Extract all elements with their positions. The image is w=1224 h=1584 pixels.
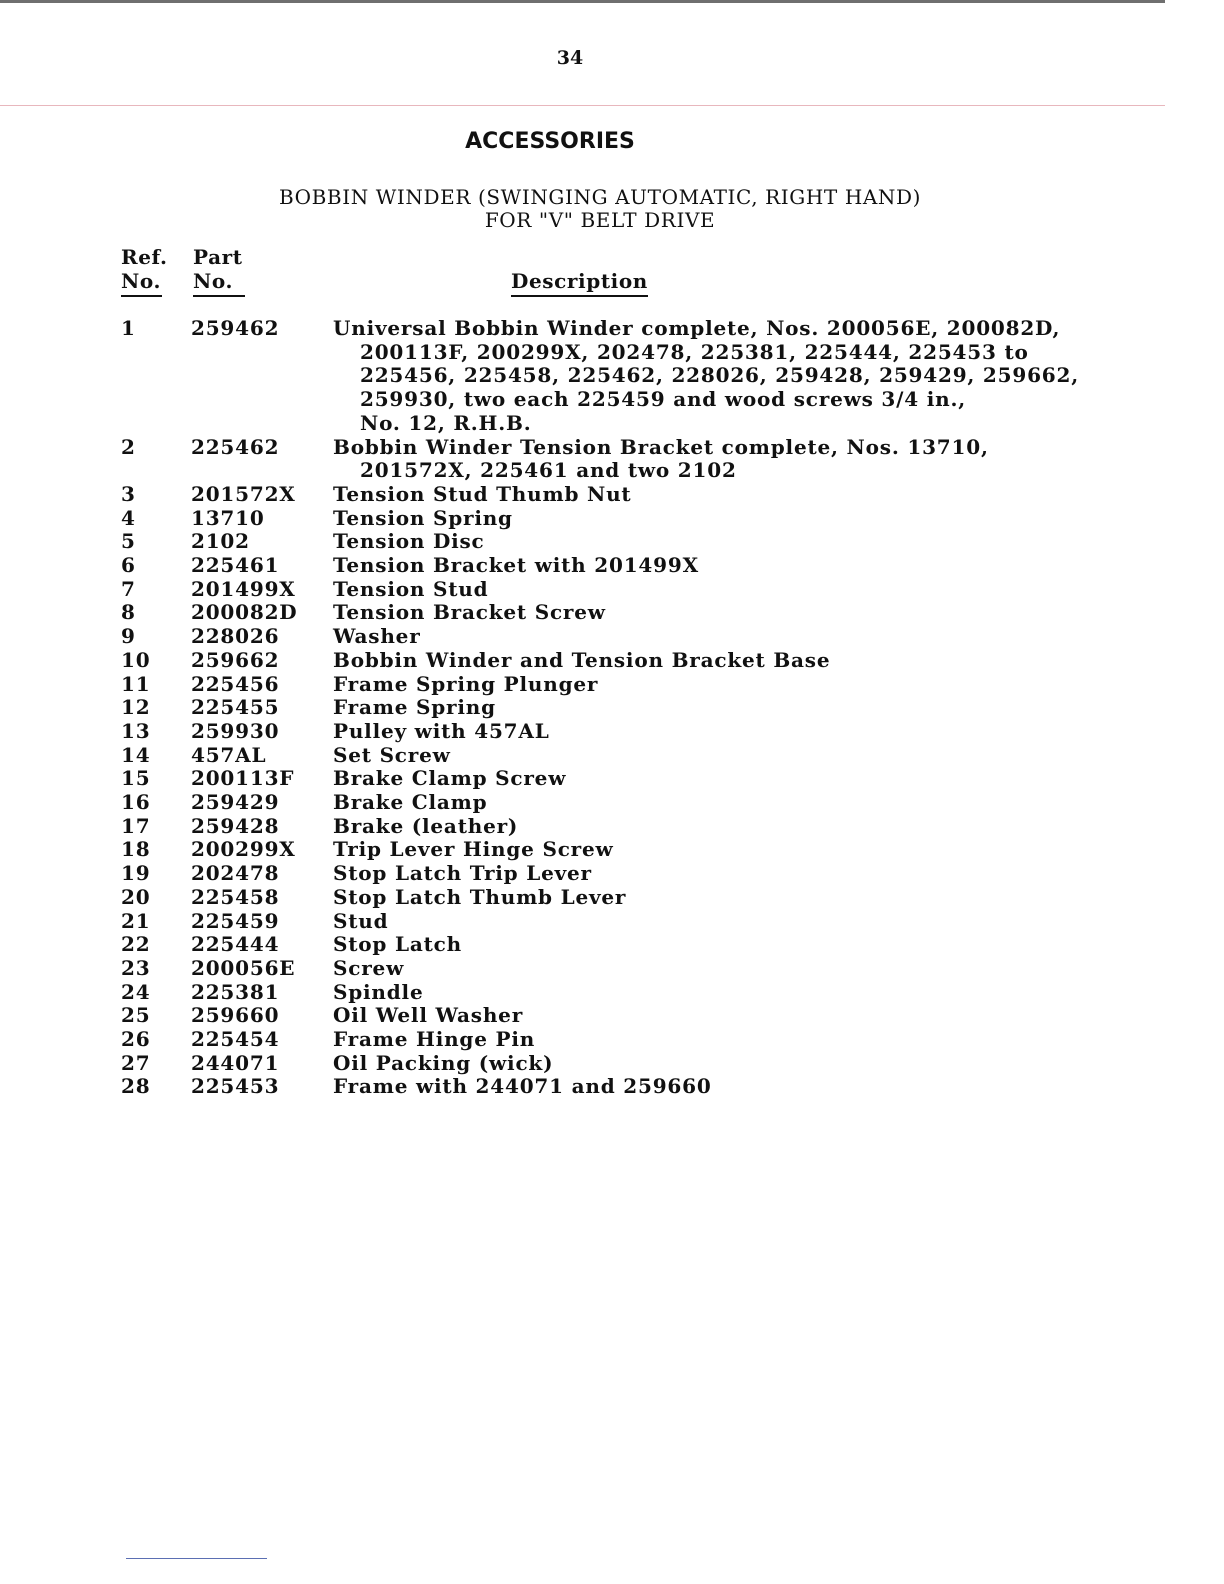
part-description: Frame Hinge Pin: [333, 1027, 536, 1051]
part-description: Tension Spring: [333, 505, 513, 530]
ref-number: 13: [121, 718, 151, 743]
part-description: Tension Bracket Screw: [333, 600, 606, 625]
part-description: Stud: [333, 908, 389, 933]
subtitle-line-2: FOR "V" BELT DRIVE: [484, 208, 716, 232]
part-description: Tension Disc: [333, 529, 485, 554]
part-number: 225459: [191, 908, 280, 933]
part-description-continued: 225456, 225458, 225462, 228026, 259428, 259429, 259662,: [360, 363, 1079, 388]
ref-number: 26: [121, 1027, 151, 1051]
ref-number: 2: [121, 434, 136, 459]
part-number: 457AL: [191, 742, 267, 767]
column-header-part-line-2: No.: [193, 269, 234, 293]
part-description: Washer: [333, 624, 421, 649]
part-description: Frame Spring: [333, 695, 496, 720]
header-divider: [0, 105, 1165, 106]
part-description: Oil Well Washer: [333, 1003, 524, 1028]
ref-number: 20: [121, 884, 151, 909]
section-title: ACCESSORIES: [465, 129, 635, 154]
part-number: 225458: [191, 884, 280, 909]
part-number: 200056E: [191, 955, 296, 980]
part-number: 225462: [191, 434, 280, 459]
part-number: 2102: [191, 529, 250, 554]
top-rule: [0, 0, 1165, 3]
part-description: Tension Stud: [333, 576, 489, 601]
part-number: 228026: [191, 624, 280, 649]
column-header-description: Description: [511, 269, 648, 293]
part-number: 259930: [191, 718, 280, 743]
description-header-underline: [511, 295, 648, 297]
part-description: Universal Bobbin Winder complete, Nos. 200056E, 200082D,: [333, 316, 1061, 340]
ref-number: 10: [121, 647, 151, 672]
part-description: Frame Spring Plunger: [333, 671, 599, 696]
part-number: 13710: [191, 505, 265, 530]
part-description: Frame with 244071 and 259660: [333, 1074, 712, 1099]
part-description-continued: No. 12, R.H.B.: [360, 410, 532, 435]
ref-number: 11: [121, 671, 151, 696]
ref-number: 16: [121, 790, 151, 814]
part-number: 202478: [191, 861, 280, 886]
ref-header-underline: [121, 295, 162, 297]
ref-number: 1: [121, 316, 136, 340]
part-description: Spindle: [333, 979, 424, 1004]
part-description: Tension Bracket with 201499X: [333, 553, 699, 577]
part-description: Brake (leather): [333, 813, 519, 838]
ref-number: 24: [121, 979, 151, 1004]
part-number: 200082D: [191, 600, 298, 625]
part-number: 225453: [191, 1074, 280, 1099]
ref-number: 23: [121, 955, 151, 980]
ref-number: 3: [121, 481, 136, 506]
part-description: Set Screw: [333, 742, 451, 767]
part-number: 259462: [191, 316, 280, 340]
part-number: 225456: [191, 671, 280, 696]
ref-number: 4: [121, 505, 136, 530]
ref-number: 7: [121, 576, 136, 601]
ref-number: 19: [121, 861, 151, 886]
part-description: Tension Stud Thumb Nut: [333, 481, 632, 506]
part-description: Stop Latch Trip Lever: [333, 861, 592, 886]
ref-number: 12: [121, 695, 151, 720]
part-number: 200113F: [191, 766, 295, 791]
part-description: Oil Packing (wick): [333, 1050, 554, 1075]
part-description-continued: 201572X, 225461 and two 2102: [360, 458, 737, 483]
ref-number: 25: [121, 1003, 151, 1028]
column-header-part-line-1: Part: [193, 245, 243, 269]
ref-number: 17: [121, 813, 151, 838]
ref-number: 5: [121, 529, 136, 554]
ref-number: 22: [121, 932, 151, 957]
part-description: Screw: [333, 955, 405, 980]
column-header-ref-line-1: Ref.: [121, 245, 168, 269]
part-description: Bobbin Winder Tension Bracket complete, Nos. 13710,: [333, 434, 989, 459]
part-description: Stop Latch: [333, 932, 462, 957]
part-description: Brake Clamp: [333, 790, 488, 814]
ref-number: 6: [121, 553, 136, 577]
ref-number: 9: [121, 624, 136, 649]
part-number: 200299X: [191, 837, 296, 862]
ref-number: 14: [121, 742, 151, 767]
ref-number: 15: [121, 766, 151, 791]
part-description: Trip Lever Hinge Screw: [333, 837, 614, 862]
part-number: 201572X: [191, 481, 296, 506]
part-number: 225454: [191, 1027, 280, 1051]
ref-number: 21: [121, 908, 151, 933]
part-description: Pulley with 457AL: [333, 718, 550, 743]
part-description: Bobbin Winder and Tension Bracket Base: [333, 647, 831, 672]
part-number: 244071: [191, 1050, 280, 1075]
column-header-ref-line-2: No.: [121, 269, 162, 293]
part-number: 225455: [191, 695, 280, 720]
part-number: 201499X: [191, 576, 296, 601]
subtitle-line-1: BOBBIN WINDER (SWINGING AUTOMATIC, RIGHT HAND): [278, 185, 922, 209]
ref-number: 27: [121, 1050, 151, 1075]
part-description-continued: 259930, two each 225459 and wood screws 3/4 in.,: [360, 387, 966, 412]
part-number: 225444: [191, 932, 280, 957]
part-number: 259660: [191, 1003, 280, 1028]
ref-number: 28: [121, 1074, 151, 1099]
ref-number: 18: [121, 837, 151, 862]
page-number: 34: [556, 47, 584, 69]
part-number: 259428: [191, 813, 280, 838]
part-header-underline: [193, 295, 245, 297]
part-description: Brake Clamp Screw: [333, 766, 567, 791]
part-number: 225461: [191, 553, 280, 577]
part-number: 225381: [191, 979, 280, 1004]
footer-rule: [126, 1558, 267, 1559]
part-description: Stop Latch Thumb Lever: [333, 884, 627, 909]
part-description-continued: 200113F, 200299X, 202478, 225381, 225444, 225453 to: [360, 339, 1029, 364]
part-number: 259662: [191, 647, 280, 672]
part-number: 259429: [191, 790, 280, 814]
ref-number: 8: [121, 600, 136, 625]
